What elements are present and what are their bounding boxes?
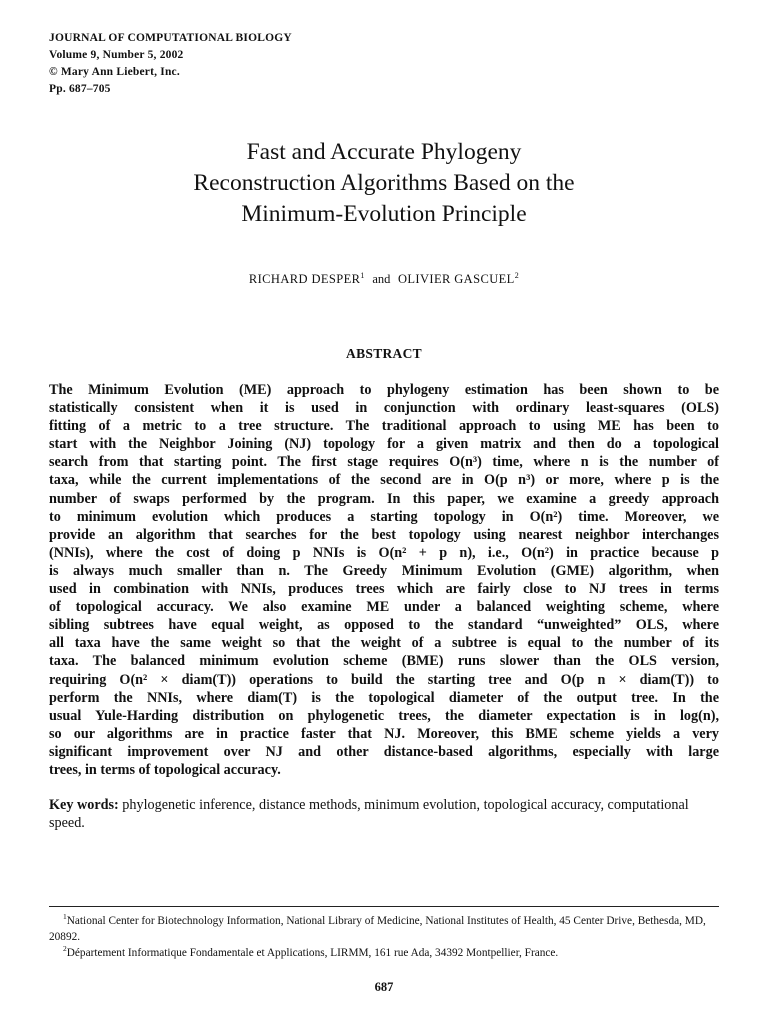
keywords-text: phylogenetic inference, distance methods, minimum evolution, topological accuracy, computational speed. xyxy=(49,797,689,832)
footnote-1 xyxy=(49,913,719,945)
journal-pages: Pp. 687–705 xyxy=(49,83,111,95)
abstract-line: to minimum evolution which produces a starting topology in O(n²) time. Moreover, we xyxy=(49,508,719,525)
abstract-line: of topological accuracy. We also examine ME under a balanced weighting scheme, where xyxy=(49,599,719,616)
footnote-text: National Center for Biotechnology Information, National Library of Medicine, National Institutes of Health, 45 Center Drive, Bethesda, MD, 20892. xyxy=(49,915,706,943)
abstract-line: so our algorithms are in practice faster that NJ. Moreover, this BME scheme yields a very xyxy=(49,725,719,742)
abstract-line: used in combination with NNIs, produces trees which are fairly close to NJ trees in terms xyxy=(49,581,719,598)
abstract-line: all taxa have the same weight so that the weight of a subtree is equal to the number of its xyxy=(49,635,719,652)
footnote-text: Département Informatique Fondamentale et Applications, LIRMM, 161 rue Ada, 34392 Montpellier, France. xyxy=(66,947,559,959)
author-conjunction: and xyxy=(372,272,391,286)
journal-header xyxy=(49,30,292,98)
abstract-line: provide an algorithm that searches for the best topology using nearest neighbor interchanges xyxy=(49,526,719,543)
affiliation-mark: 2 xyxy=(514,270,520,280)
abstract-line: fitting of a metric to a tree structure. The traditional approach to using ME has been to xyxy=(49,418,719,435)
affiliation-mark: 1 xyxy=(360,270,365,280)
abstract-line: taxa. The balanced minimum evolution scheme (BME) runs slower than the OLS version, xyxy=(49,653,719,670)
abstract-line: taxa, while the current implementations of the second are in O(p n³) or more, where p is the xyxy=(49,472,719,489)
paper-title xyxy=(0,137,768,230)
journal-copyright: © Mary Ann Liebert, Inc. xyxy=(49,66,180,78)
page-number: 687 xyxy=(374,980,394,994)
abstract-line: (NNIs), where the cost of doing p NNIs is O(n² + p n), i.e., O(n²) in practice because p xyxy=(49,544,719,561)
abstract-line: trees, in terms of topological accuracy. xyxy=(49,761,281,778)
abstract-line: start with the Neighbor Joining (NJ) topology for a given matrix and then do a topological xyxy=(49,436,719,453)
keywords xyxy=(49,796,719,832)
abstract-line: sibling subtrees have equal weight, as opposed to the standard “unweighted” OLS, where xyxy=(49,617,719,634)
footnote-mark: 2 xyxy=(63,944,67,954)
abstract-line: is always much smaller than n. The Greedy Minimum Evolution (GME) algorithm, when xyxy=(49,562,719,579)
title-line: Fast and Accurate Phylogeny xyxy=(246,139,522,165)
abstract-line: The Minimum Evolution (ME) approach to phylogeny estimation has been shown to be xyxy=(49,382,719,398)
author-name: RICHARD DESPER xyxy=(248,272,361,286)
abstract-body xyxy=(49,381,719,779)
footnote-mark: 1 xyxy=(63,912,67,922)
journal-name: JOURNAL OF COMPUTATIONAL BIOLOGY xyxy=(49,32,292,44)
abstract-line: perform the NNIs, where diam(T) is the topological diameter of the output tree. In the xyxy=(49,689,719,706)
abstract-line: statistically consistent when it is used in conjunction with ordinary least-squares (OLS) xyxy=(49,400,719,417)
abstract-line: significant improvement over NJ and other distance-based algorithms, especially with large xyxy=(49,743,719,760)
journal-volume: Volume 9, Number 5, 2002 xyxy=(49,49,184,61)
footnotes xyxy=(49,913,719,961)
title-line: Minimum-Evolution Principle xyxy=(241,201,527,227)
abstract-line: search from that starting point. The first stage requires O(n³) time, where n is the number of xyxy=(49,454,719,471)
author-line xyxy=(0,272,768,287)
footnote-2 xyxy=(49,945,719,961)
title-line: Reconstruction Algorithms Based on the xyxy=(193,170,575,196)
abstract-heading: ABSTRACT xyxy=(346,346,422,361)
keywords-label: Key words: xyxy=(49,797,119,813)
abstract-line: usual Yule-Harding distribution on phylogenetic trees, the diameter expectation is in log(n), xyxy=(49,707,719,724)
footnote-divider xyxy=(49,906,719,907)
abstract-line: number of swaps performed by the program. In this paper, we examine a greedy approach xyxy=(49,490,719,507)
abstract-line: requiring O(n² × diam(T)) operations to build the starting tree and O(p n × diam(T)) to xyxy=(49,671,719,688)
author-name: OLIVIER GASCUEL xyxy=(397,272,515,286)
